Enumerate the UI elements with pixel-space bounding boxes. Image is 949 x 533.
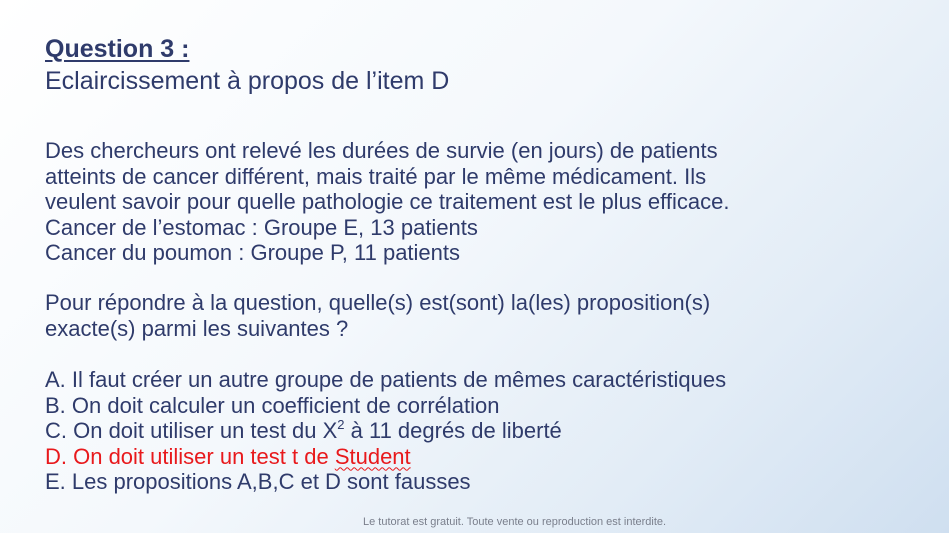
option-c-text: C. On doit utiliser un test du X bbox=[45, 418, 338, 443]
question-line: exacte(s) parmi les suivantes ? bbox=[45, 315, 349, 341]
option-a: A. Il faut créer un autre groupe de patients de mêmes caractéristiques bbox=[45, 367, 727, 392]
options-list bbox=[45, 367, 925, 495]
intro-line: veulent savoir pour quelle pathologie ce traitement est le plus efficace. bbox=[45, 189, 730, 214]
question-subtitle: Eclaircissement à propos de l’item D bbox=[45, 67, 450, 95]
option-e: E. Les propositions A,B,C et D sont fausses bbox=[45, 469, 471, 494]
question-line: Pour répondre à la question, quelle(s) est(sont) la(les) proposition(s) bbox=[45, 290, 711, 315]
intro-paragraph bbox=[45, 138, 925, 266]
option-c bbox=[45, 418, 925, 444]
footer-notice: Le tutorat est gratuit. Toute vente ou reproduction est interdite. bbox=[363, 516, 667, 528]
group-e-line: Cancer de l’estomac : Groupe E, 13 patients bbox=[45, 214, 478, 240]
option-d-student: Student bbox=[334, 443, 411, 469]
intro-line: atteints de cancer différent, mais traité par le même médicament. Ils bbox=[45, 163, 707, 189]
option-c-text-end: à 11 degrés de liberté bbox=[344, 418, 562, 443]
intro-line: Des chercheurs ont relevé les durées de survie (en jours) de patients bbox=[45, 138, 718, 163]
group-p-line: Cancer du poumon : Groupe P, 11 patients bbox=[45, 240, 461, 265]
option-b: B. On doit calculer un coefficient de corrélation bbox=[45, 392, 500, 418]
question-title: Question 3 : bbox=[45, 35, 190, 63]
option-d-text: D. On doit utiliser un test t de bbox=[45, 443, 335, 469]
question-prompt bbox=[45, 290, 925, 341]
option-c-superscript: 2 bbox=[337, 417, 345, 432]
option-d bbox=[45, 444, 925, 470]
